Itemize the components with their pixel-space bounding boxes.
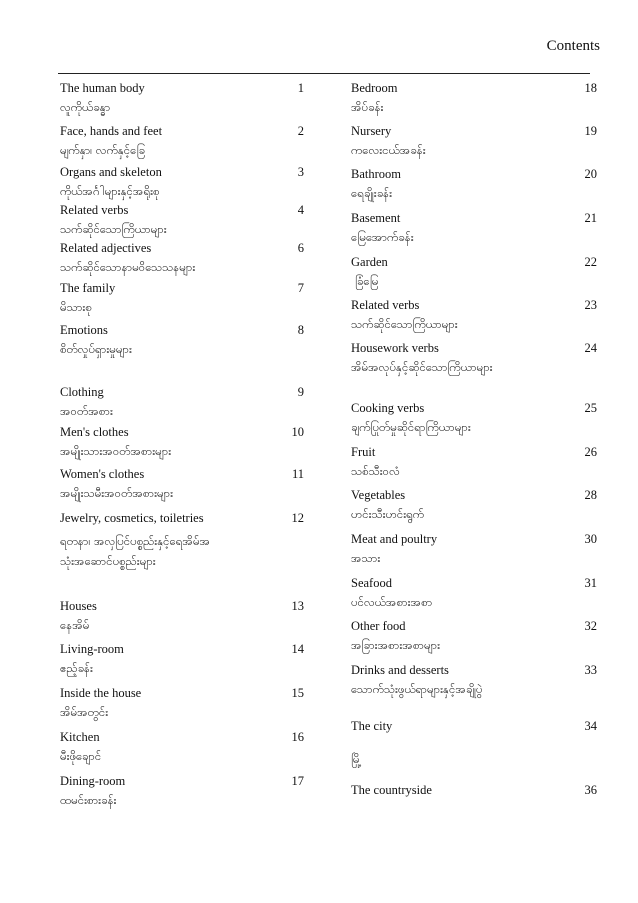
- entry-translation: သက်ဆိုင်သောကြိယာများ: [60, 222, 167, 236]
- toc-entry[interactable]: [351, 338, 597, 376]
- toc-entry[interactable]: [60, 200, 304, 238]
- page-number: 17: [291, 774, 304, 788]
- entry-translation: မီးဖိုချောင်: [60, 749, 102, 763]
- entry-title: Drinks and desserts: [351, 663, 449, 677]
- entry-title: Men's clothes: [60, 425, 129, 439]
- entry-translation: ချက်ပြုတ်မှုဆိုင်ရာကြိယာများ: [351, 420, 471, 434]
- entry-translation: အဝတ်အစား: [60, 404, 113, 418]
- page-number: 7: [297, 281, 304, 295]
- toc-entry[interactable]: [60, 464, 304, 502]
- page-number: 4: [297, 203, 304, 217]
- entry-translation: စိတ်လှုပ်ရှားမှုများ: [60, 342, 132, 356]
- page-number: 31: [584, 576, 597, 590]
- page-number: 26: [584, 445, 597, 459]
- entry-title: Women's clothes: [60, 467, 145, 481]
- page-number: 22: [584, 255, 597, 269]
- toc-entry[interactable]: [351, 398, 597, 436]
- toc-entry[interactable]: [60, 422, 304, 460]
- page-number: 6: [297, 241, 304, 255]
- page-number: 20: [584, 167, 597, 181]
- entry-title: The family: [60, 281, 116, 295]
- page-number: 3: [297, 165, 304, 179]
- toc-entry[interactable]: [351, 716, 597, 768]
- toc-entry[interactable]: [60, 382, 304, 420]
- toc-entry[interactable]: [351, 442, 597, 480]
- entry-translation: ထမင်းစားခန်း: [60, 793, 117, 807]
- toc-entry[interactable]: [351, 616, 597, 654]
- page-number: 30: [584, 532, 597, 546]
- entry-title: Living-room: [60, 642, 124, 656]
- entry-title: Vegetables: [351, 488, 406, 502]
- toc-entry[interactable]: [60, 771, 304, 809]
- page-number: 18: [584, 81, 597, 95]
- toc-entry[interactable]: [351, 573, 597, 611]
- page-number: 34: [584, 719, 597, 733]
- page-number: 32: [584, 619, 597, 633]
- page-number: 14: [291, 642, 304, 656]
- entry-translation: ဧည့်ခန်း: [60, 661, 93, 675]
- page-number: 1: [297, 81, 304, 95]
- entry-translation: သက်ဆိုင်သောကြိယာများ: [351, 317, 458, 331]
- entry-translation: အသား: [351, 551, 381, 565]
- entry-translation: သက်ဆိုင်သောနာမဝိသေသနများ: [60, 260, 196, 274]
- entry-title: Housework verbs: [351, 341, 439, 355]
- page-number: 21: [584, 211, 597, 225]
- toc-entry[interactable]: [60, 121, 304, 159]
- entry-title: Jewelry, cosmetics, toiletries: [60, 511, 204, 525]
- entry-title: Nursery: [351, 124, 392, 138]
- toc-entry[interactable]: [351, 485, 597, 523]
- toc-entry[interactable]: [60, 683, 304, 721]
- entry-translation: ကလေးငယ်အခန်း: [351, 143, 426, 157]
- toc-entry[interactable]: [351, 121, 597, 159]
- page-number: 23: [584, 298, 597, 312]
- entry-translation: [351, 800, 597, 818]
- page-number: 28: [584, 488, 597, 502]
- toc-entry[interactable]: [60, 78, 304, 116]
- entry-title: The countryside: [351, 783, 432, 797]
- entry-translation: အခြားအစားအစာများ: [351, 638, 441, 652]
- toc-entry[interactable]: [60, 508, 304, 571]
- entry-title: Fruit: [351, 445, 376, 459]
- toc-entry[interactable]: [60, 596, 304, 634]
- page-number: 16: [291, 730, 304, 744]
- page-number: 11: [291, 467, 304, 481]
- toc-entry[interactable]: [351, 780, 597, 818]
- page-number: 25: [584, 401, 597, 415]
- entry-title: Related verbs: [60, 203, 129, 217]
- toc-entry[interactable]: [351, 164, 597, 202]
- page-number: 8: [297, 323, 304, 337]
- page-title: Contents: [546, 38, 600, 54]
- entry-title: The human body: [60, 81, 145, 95]
- entry-title: Basement: [351, 211, 401, 225]
- entry-translation: ဟင်းသီးဟင်းရွက်: [351, 507, 424, 521]
- entry-translation: ပင်လယ်အစားအစာ: [351, 595, 433, 609]
- entry-title: Related verbs: [351, 298, 420, 312]
- entry-title: Garden: [351, 255, 388, 269]
- toc-entry[interactable]: [351, 660, 597, 698]
- entry-translation: သစ်သီးဝလံ: [351, 464, 400, 478]
- entry-title: Houses: [60, 599, 97, 613]
- page-number: 13: [291, 599, 304, 613]
- toc-entry[interactable]: [60, 238, 304, 276]
- entry-title: Face, hands and feet: [60, 124, 163, 138]
- toc-entry[interactable]: [60, 162, 304, 200]
- entry-translation: သောက်သုံးဖွယ်ရာများနှင့်အချိုပွဲ: [351, 682, 483, 696]
- entry-title: Dining-room: [60, 774, 126, 788]
- entry-title: Bedroom: [351, 81, 398, 95]
- toc-entry[interactable]: [351, 208, 597, 246]
- page-number: 9: [297, 385, 304, 399]
- entry-title: The city: [351, 719, 393, 733]
- entry-translation: နေအိမ်: [60, 618, 90, 632]
- toc-entry[interactable]: [351, 252, 597, 290]
- toc-entry[interactable]: [351, 295, 597, 333]
- toc-entry[interactable]: [60, 320, 304, 358]
- toc-entry[interactable]: [351, 78, 597, 116]
- entry-title: Organs and skeleton: [60, 165, 162, 179]
- entry-translation: အိမ်အတွင်း: [60, 705, 109, 719]
- entry-translation: အမျိုးသမီးအဝတ်အစားများ: [60, 486, 174, 500]
- page-number: 15: [291, 686, 304, 700]
- toc-entry[interactable]: [60, 727, 304, 765]
- page-number: 12: [291, 511, 304, 525]
- entry-translation: အိပ်ခန်း: [351, 100, 384, 114]
- page-number: 36: [584, 783, 597, 797]
- entry-title: Seafood: [351, 576, 392, 590]
- page-number: 2: [297, 124, 304, 138]
- entry-translation: ခြံမြေ: [355, 274, 379, 288]
- entry-translation: ကိုယ်အင်္ဂါများနှင့်အရိုးစု: [60, 184, 160, 198]
- entry-translation: မြေအောက်ခန်း: [351, 230, 414, 244]
- entry-title: Cooking verbs: [351, 401, 425, 415]
- entry-title: Emotions: [60, 323, 108, 337]
- entry-translation: အိမ်အလုပ်နှင့်ဆိုင်သောကြိယာများ: [351, 360, 493, 374]
- entry-translation: ရတနာ၊ အလှပြင်ပစ္စည်းနှင့်ရေအိမ်အ သုံးအဆောင်ပစ္စည်းများ: [60, 534, 211, 568]
- toc-entry[interactable]: [60, 639, 304, 677]
- entry-title: Kitchen: [60, 730, 100, 744]
- entry-title: Inside the house: [60, 686, 142, 700]
- entry-translation: မိသားစု: [60, 300, 92, 314]
- entry-title: Bathroom: [351, 167, 401, 181]
- header-rule: [58, 73, 590, 74]
- entry-translation: လူကိုယ်ခန္ဓာ: [60, 100, 111, 114]
- page-number: 33: [584, 663, 597, 677]
- page-number: 10: [291, 425, 304, 439]
- entry-title: Related adjectives: [60, 241, 152, 255]
- toc-entry[interactable]: [60, 278, 304, 316]
- entry-translation: အမျိုးသားအဝတ်အစားများ: [60, 444, 172, 458]
- entry-translation: မြို့: [351, 752, 362, 766]
- toc-entry[interactable]: [351, 529, 597, 567]
- page-number: 24: [584, 341, 597, 355]
- entry-translation: မျက်နှာ၊ လက်နှင့်ခြေ: [60, 143, 146, 157]
- entry-title: Clothing: [60, 385, 104, 399]
- entry-title: Meat and poultry: [351, 532, 438, 546]
- entry-translation: ရေချိုးခန်း: [351, 186, 393, 200]
- entry-title: Other food: [351, 619, 406, 633]
- page-number: 19: [584, 124, 597, 138]
